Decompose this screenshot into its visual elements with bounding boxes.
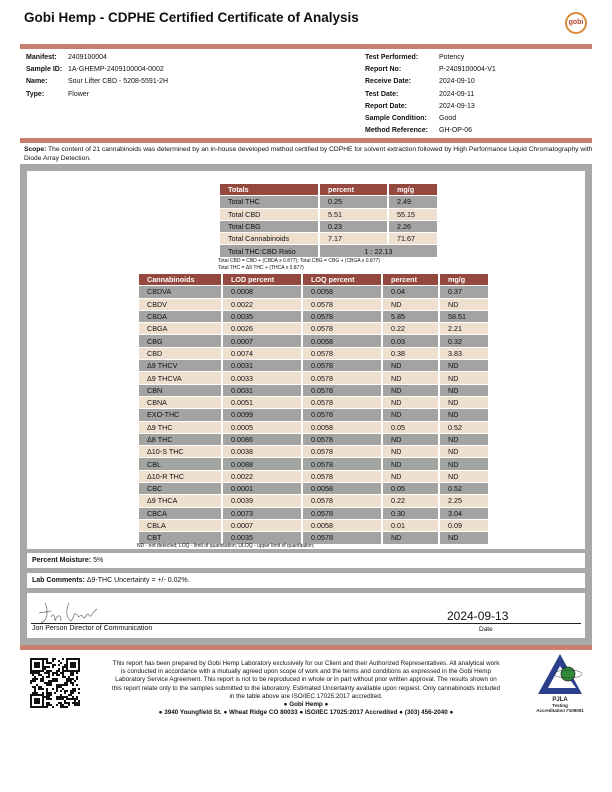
divider-bar [20, 44, 592, 49]
info-label: Test Date: [365, 90, 399, 98]
info-row [365, 52, 496, 64]
info-value: GH-OP-06 [439, 127, 473, 135]
test-info [365, 52, 496, 137]
table-cell: 71.67 [389, 233, 437, 244]
table-cell: CBLA [139, 520, 221, 531]
table-cell: 0.25 [320, 196, 387, 207]
table-cell: 0.09 [440, 520, 488, 531]
column-header: mg/g [389, 184, 437, 195]
footer-company: ● Gobi Hemp ● [283, 701, 329, 709]
table-cell: 0.23 [320, 221, 387, 232]
signature-panel [27, 593, 585, 638]
column-header: percent [320, 184, 387, 195]
table-cell: 0.0578 [303, 360, 381, 371]
table-cell: 0.0578 [303, 458, 381, 469]
results-panel [27, 171, 585, 549]
table-cell: ND [383, 409, 438, 420]
info-row [365, 113, 496, 125]
info-row [26, 76, 168, 88]
footer [110, 660, 502, 717]
info-row [26, 64, 168, 76]
table-cell: CBGA [139, 323, 221, 334]
table-cell: 0.0058 [303, 520, 381, 531]
info-label: Method Reference: [365, 127, 429, 135]
column-header: LOQ percent [303, 274, 381, 285]
table-row [139, 360, 488, 371]
table-cell: 0.0031 [223, 385, 301, 396]
table-cell: CBDV [139, 299, 221, 310]
table-cell: Δ9 THCVA [139, 372, 221, 383]
table-row [139, 348, 488, 359]
table-cell: 0.0022 [223, 471, 301, 482]
table-cell: CBDVA [139, 286, 221, 297]
info-value: 2409100004 [68, 54, 107, 61]
table-row [139, 409, 488, 420]
table-cell: 0.0031 [223, 360, 301, 371]
table-cell: ND [440, 360, 488, 371]
table-cell: ND [440, 471, 488, 482]
table-cell: 0.32 [440, 335, 488, 346]
table-cell: 0.22 [383, 323, 438, 334]
divider-bar [20, 645, 592, 650]
table-row [139, 422, 488, 433]
info-row [26, 52, 168, 64]
table-row [139, 532, 488, 543]
table-cell: 0.0033 [223, 372, 301, 383]
table-cell: CBC [139, 483, 221, 494]
table-cell: 0.0039 [223, 495, 301, 506]
table-cell: 0.52 [440, 422, 488, 433]
table-cell: 0.01 [383, 520, 438, 531]
table-cell: CBD [139, 348, 221, 359]
table-cell: ND [440, 434, 488, 445]
table-cell: 0.38 [383, 348, 438, 359]
table-cell: ND [383, 397, 438, 408]
page-title: Gobi Hemp - CDPHE Certified Certificate of Analysis [24, 10, 359, 25]
table-cell: ND [383, 446, 438, 457]
info-label: Report Date: [365, 102, 408, 110]
qr-code[interactable] [30, 658, 80, 708]
table-cell: 58.51 [440, 311, 488, 322]
table-cell: 0.0051 [223, 397, 301, 408]
table-cell: ND [383, 372, 438, 383]
info-value: 2024-09-13 [439, 102, 475, 110]
info-label: Test Performed: [365, 54, 419, 61]
column-header: Totals [220, 184, 318, 195]
table-cell: 0.0001 [223, 483, 301, 494]
divider-bar [20, 138, 592, 143]
table-cell: 0.0058 [303, 335, 381, 346]
table-cell: CBT [139, 532, 221, 543]
table-cell: 0.0088 [223, 458, 301, 469]
table-cell: ND [383, 458, 438, 469]
table-row [139, 508, 488, 519]
date-label: Date [479, 626, 493, 633]
table-cell: Δ10-R THC [139, 471, 221, 482]
info-label: Name: [26, 78, 48, 86]
table-cell: Total THC [220, 196, 318, 207]
ratio-row [220, 245, 437, 256]
table-cell: 0.0578 [303, 385, 381, 396]
table-cell: 0.0058 [303, 286, 381, 297]
table-row [139, 458, 488, 469]
info-label: Receive Date: [365, 78, 411, 86]
table-cell: 0.0038 [223, 446, 301, 457]
info-row [365, 101, 496, 113]
table-cell: 0.0005 [223, 422, 301, 433]
table-cell: 0.0073 [223, 508, 301, 519]
table-cell: 0.0058 [303, 422, 381, 433]
table-cell: 0.0026 [223, 323, 301, 334]
table-row [139, 311, 488, 322]
table-row [139, 446, 488, 457]
table-row [139, 397, 488, 408]
footer-address: ● 3940 Youngfield St. ● Wheat Ridge CO 80033 ● ISO/IEC 17025:2017 Accredited ● (303) 456-2040 ● [158, 709, 454, 717]
table-cell: 0.0578 [303, 434, 381, 445]
signer-name: Jon Person Director of Communication [32, 625, 153, 632]
table-row [139, 286, 488, 297]
table-cell: Total CBD [220, 209, 318, 220]
table-cell: 0.0008 [223, 286, 301, 297]
table-row [139, 483, 488, 494]
table-cell: 0.0578 [303, 348, 381, 359]
info-value: Good [439, 115, 457, 123]
table-cell: 0.03 [383, 335, 438, 346]
table-cell: 3.04 [440, 508, 488, 519]
info-row [365, 125, 496, 137]
table-cell: 0.0578 [303, 495, 381, 506]
table-cell: 5.51 [320, 209, 387, 220]
info-label: Sample Condition: [365, 115, 427, 123]
info-value: Potency [439, 54, 465, 61]
totals-table [218, 183, 439, 258]
table-row [220, 209, 437, 220]
info-value: 1A-GHEMP-2409100004-0002 [68, 66, 164, 74]
info-label: Sample ID: [26, 66, 63, 74]
info-row [365, 64, 496, 76]
table-cell: EXO-THC [139, 409, 221, 420]
table-cell: Δ9 THCA [139, 495, 221, 506]
header-row [220, 184, 437, 195]
table-cell: ND [440, 446, 488, 457]
table-cell: 0.37 [440, 286, 488, 297]
table-cell: 0.0578 [303, 397, 381, 408]
table-cell: CBNA [139, 397, 221, 408]
column-header: percent [383, 274, 438, 285]
abbreviations-note: ND - not detected; LOQ - limit of quantitation; ULOQ - upper limit of quantitation; [137, 543, 315, 549]
column-header: mg/g [440, 274, 488, 285]
header-row [139, 274, 488, 285]
table-cell: 0.0035 [223, 532, 301, 543]
table-cell: 5.85 [383, 311, 438, 322]
table-cell: Δ9 THC [139, 422, 221, 433]
ratio-value: 1 : 22.13 [320, 245, 437, 256]
table-cell: 3.83 [440, 348, 488, 359]
table-row [139, 299, 488, 310]
info-value: P-2409100004-V1 [439, 66, 496, 74]
info-label: Manifest: [26, 54, 57, 61]
table-cell: ND [383, 471, 438, 482]
table-cell: 0.0578 [303, 471, 381, 482]
table-cell: ND [440, 397, 488, 408]
table-row [139, 335, 488, 346]
info-row [365, 89, 496, 101]
info-label: Report No: [365, 66, 402, 74]
info-value: 2024-09-11 [439, 90, 475, 98]
table-cell: Δ9 THCV [139, 360, 221, 371]
table-cell: ND [383, 360, 438, 371]
table-cell: 0.0099 [223, 409, 301, 420]
info-value: 2024-09-10 [439, 78, 475, 86]
table-cell: ND [440, 385, 488, 396]
moisture-panel: Percent Moisture: 5% [27, 553, 585, 568]
table-cell: Total Cannabinoids [220, 233, 318, 244]
table-cell: 0.0022 [223, 299, 301, 310]
table-cell: 0.0578 [303, 532, 381, 543]
pjla-logo-icon [536, 652, 584, 696]
table-row [139, 434, 488, 445]
table-cell: 0.0007 [223, 335, 301, 346]
info-label: Type: [26, 90, 45, 98]
table-cell: 2.26 [389, 221, 437, 232]
table-cell: 0.0578 [303, 508, 381, 519]
table-cell: ND [383, 299, 438, 310]
table-cell: 2.21 [440, 323, 488, 334]
pjla-testing: Testing [552, 703, 568, 708]
sample-info [26, 52, 168, 101]
table-cell: CBN [139, 385, 221, 396]
info-value: Flower [68, 90, 90, 98]
table-cell: 0.0086 [223, 434, 301, 445]
table-row [139, 372, 488, 383]
table-cell: CBDA [139, 311, 221, 322]
comments-panel: Lab Comments: Δ9-THC Uncertainty = +/- 0.02%. [27, 573, 585, 588]
table-cell: 0.0007 [223, 520, 301, 531]
table-cell: CBCA [139, 508, 221, 519]
table-cell: Δ10-S THC [139, 446, 221, 457]
formula-thc: Total THC = Δ9 THC + (THCA x 0.877) [218, 265, 304, 271]
column-header: LOD percent [223, 274, 301, 285]
table-cell: 0.22 [383, 495, 438, 506]
table-cell: ND [440, 409, 488, 420]
table-cell: 0.0578 [303, 311, 381, 322]
table-cell: 0.0035 [223, 311, 301, 322]
table-cell: 7.17 [320, 233, 387, 244]
table-cell: ND [383, 385, 438, 396]
signature-line [31, 623, 581, 624]
table-cell: 0.05 [383, 422, 438, 433]
table-cell: 0.52 [440, 483, 488, 494]
cannabinoids-table [137, 273, 490, 545]
pjla-name: PJLA [552, 697, 568, 703]
table-row [220, 196, 437, 207]
ratio-label: Total THC:CBD Ratio [220, 245, 318, 256]
disclaimer: This report has been prepared by Gobi Hemp Laboratory exclusively for our Client and their Authorized Representatives. All analytical work is conducted in accordance with a mutually agreed upon scope of work and the terms and conditions as expressed in the Gobi Hemp Laboratory Service Agreement. This report is not to be reproduced in whole or in part without prior written approval. The results shown on this report relate only to the samples submitted to the laboratory. Estimated Uncertainty available upon request. Only cannabinoids included in the table above are ISO/IEC 17025:2017 accredited. [111, 660, 501, 700]
table-cell: 2.25 [440, 495, 488, 506]
table-cell: 0.0578 [303, 323, 381, 334]
table-cell: Total CBG [220, 221, 318, 232]
table-cell: 0.0578 [303, 372, 381, 383]
table-cell: CBG [139, 335, 221, 346]
table-cell: ND [440, 299, 488, 310]
scope: Scope: The content of 21 cannabinoids was determined by an in-house developed method certified by CDPHE for solvent extraction followed by High Performance Liquid Chromatography with Diode Array Detection. [24, 146, 593, 162]
table-cell: 0.0074 [223, 348, 301, 359]
table-row [139, 385, 488, 396]
table-cell: ND [440, 532, 488, 543]
info-row [26, 89, 168, 101]
signature-date: 2024-09-13 [447, 609, 509, 623]
info-value: Sour Lifter CBD - 5208-5591-2H [68, 78, 168, 86]
table-cell: 0.05 [383, 483, 438, 494]
table-cell: 0.04 [383, 286, 438, 297]
gobi-logo: gobi [565, 12, 587, 34]
table-row [139, 323, 488, 334]
table-cell: Δ8 THC [139, 434, 221, 445]
table-row [139, 495, 488, 506]
table-row [139, 471, 488, 482]
table-row [220, 221, 437, 232]
pjla-accreditation: Accreditation #109051 [536, 708, 584, 713]
table-cell: 55.15 [389, 209, 437, 220]
table-cell: 0.0578 [303, 299, 381, 310]
pjla-badge [530, 652, 590, 713]
results-frame [20, 164, 592, 645]
table-cell: ND [440, 372, 488, 383]
table-row [139, 520, 488, 531]
table-cell: 0.0578 [303, 409, 381, 420]
formula-cbd-cbg: Total CBD = CBD + (CBDA x 0.877); Total CBG = CBG + (CBGA x 0.877) [218, 258, 380, 264]
table-cell: 0.0578 [303, 446, 381, 457]
table-row [220, 233, 437, 244]
table-cell: 0.30 [383, 508, 438, 519]
table-cell: ND [383, 434, 438, 445]
table-cell: 2.49 [389, 196, 437, 207]
table-cell: ND [440, 458, 488, 469]
table-cell: ND [383, 532, 438, 543]
table-cell: CBL [139, 458, 221, 469]
info-row [365, 76, 496, 88]
table-cell: 0.0058 [303, 483, 381, 494]
column-header: Cannabinoids [139, 274, 221, 285]
